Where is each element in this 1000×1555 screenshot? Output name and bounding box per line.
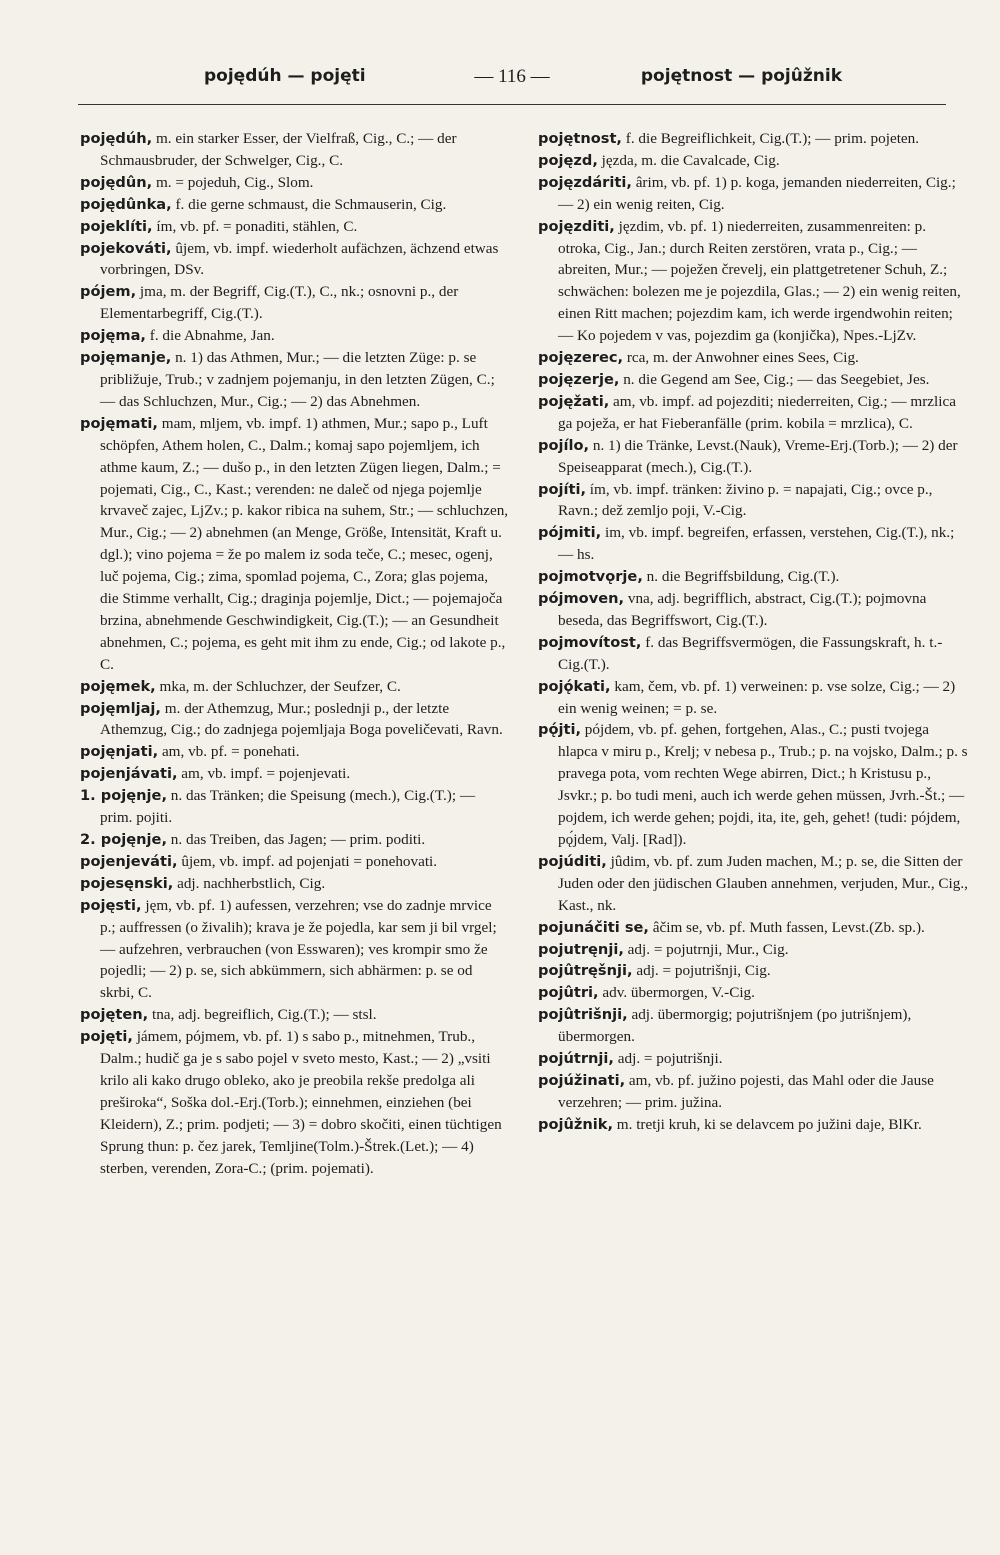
entry-headword: pojędúh, <box>80 130 153 147</box>
dictionary-entry <box>538 982 968 1004</box>
dictionary-entry <box>80 325 510 347</box>
entry-definition: m. = pojeduh, Cig., Slom. <box>152 173 314 191</box>
entry-headword: pojędûnka, <box>80 195 172 213</box>
entry-definition: ûjem, vb. impf. ad pojenjati = ponehovati. <box>177 852 438 870</box>
entry-definition: m. tretji kruh, ki se delavcem po južini daje, BlKr. <box>613 1115 922 1133</box>
entry-definition: adj. = pojutrišnji, Cig. <box>632 962 771 980</box>
entry-definition: n. das Treiben, das Jagen; — prim. poditi. <box>167 831 426 848</box>
entry-headword: pojûžnik, <box>538 1115 613 1133</box>
page-header <box>78 62 946 98</box>
entry-definition: jma, m. der Begriff, Cig.(T.), C., nk.; osnovni p., der Elementarbegriff, Cig.(T.). <box>100 283 459 323</box>
entry-headword: pojûtrišnji, <box>538 1006 628 1024</box>
entry-headword: pojekováti, <box>80 239 172 257</box>
entry-definition: kam, čem, vb. pf. 1) verweinen: p. vse solze, Cig.; — 2) ein wenig weinen; = p. se. <box>558 677 956 717</box>
header-left-guide-words: pojędúh — pojęti <box>204 66 366 86</box>
dictionary-entry <box>538 172 968 216</box>
entry-definition: n. die Gegend am See, Cig.; — das Seegebiet, Jes. <box>619 370 930 388</box>
dictionary-entry <box>80 895 510 1005</box>
dictionary-entry <box>538 369 968 391</box>
entry-definition: f. das Begriffsvermögen, die Fassungskraft, h. t.-Cig.(T.). <box>558 633 943 673</box>
dictionary-entry <box>80 238 510 282</box>
entry-headword: 1. pojęnje, <box>80 787 167 805</box>
entry-headword: 2. pojęnje, <box>80 831 167 848</box>
entry-definition: tna, adj. begreiflich, Cig.(T.); — stsl. <box>148 1006 377 1024</box>
entry-definition: pójdem, vb. pf. gehen, fortgehen, Alas., C.; pusti tvojega hlapca v miru p., Krelj; v nebesa p., Trub.; p. na vojsko, Dalm.; p. s pravega pota, vom rechten Wege abirren, Dict.; h Kristusu p., Jsvkr.; p. bo tudi meni, auch ich werde gehen müssen, Jvrh.-Št.; — pojdem, ich werde gehen; pojdi, ita, ite, geh, gehet! (tudi: pójdem, pǫ́jdem, Valj. [Rad]). <box>558 721 968 848</box>
dictionary-entry <box>80 873 510 895</box>
dictionary-entry <box>538 851 968 917</box>
dictionary-entry <box>80 698 510 742</box>
entry-definition: jámem, pójmem, vb. pf. 1) s sabo p., mitnehmen, Trub., Dalm.; hudič ga je s sabo pojel v sveto mesto, Kast.; — 2) „vsiti krilo ali kako drugo obleko, ako je preobila rekše predolga ali preširoka“, Soška dol.-Erj.(Torb.); einnehmen, einziehen (bei Kleidern), Z.; prim. podjeti; — 3) = dobro skočiti, einen tüchtigen Sprung thun: p. čez jarek, Temljine(Tolm.)-Štrek.(Let.); — 4) sterben, verenden, Zora-C.; (prim. pojemati). <box>100 1028 502 1177</box>
left-column <box>80 128 510 1180</box>
dictionary-entry <box>538 588 968 632</box>
entry-headword: pojunáčiti se, <box>538 918 649 936</box>
entry-definition: ím, vb. pf. = ponaditi, stählen, C. <box>152 217 358 235</box>
entry-headword: pojúžinati, <box>538 1071 626 1089</box>
entry-headword: pojęžati, <box>538 392 610 410</box>
entry-definition: ím, vb. impf. tränken: živino p. = napajati, Cig.; ovce p., Ravn.; dež zemljo poji, V.-Cig. <box>558 480 933 520</box>
entry-definition: adj. nachherbstlich, Cig. <box>173 874 326 892</box>
dictionary-entry <box>80 194 510 216</box>
dictionary-entry <box>538 1114 968 1136</box>
entry-headword: pojúditi, <box>538 852 607 870</box>
entry-definition: jęm, vb. pf. 1) aufessen, verzehren; vse do zadnje mrvice p.; auffressen (o živalih); krava je že pojedla, kar sem ji bil vrgel; — aufzehren, verbrauchen (von Esswaren); ves krompir smo že pojedli; — 2) p. se, sich abkümmern, sich abhärmen: p. se od skrbi, C. <box>100 896 497 1002</box>
right-column <box>538 128 968 1136</box>
dictionary-entry <box>538 479 968 523</box>
entry-definition: adj. übermorgig; pojutrišnjem (po jutrišnjem), übermorgen. <box>558 1006 912 1046</box>
dictionary-entry <box>80 172 510 194</box>
entry-headword: pojęten, <box>80 1006 149 1024</box>
entry-definition: n. 1) das Athmen, Mur.; — die letzten Züge: p. se približuje, Trub.; v zadnjem pojemanju, in den letzten Zügen, C.; — das Schluchzen, Mur., Cig.; — 2) das Abnehmen. <box>100 349 495 410</box>
entry-headword: pojíti, <box>538 480 586 498</box>
dictionary-entry <box>80 128 510 172</box>
dictionary-entry <box>538 632 968 676</box>
entry-definition: adj. = pojutrišnji. <box>613 1050 723 1068</box>
entry-definition: am, vb. impf. = pojenjevati. <box>177 765 351 783</box>
dictionary-entry <box>80 851 510 873</box>
dictionary-entry <box>538 566 968 588</box>
entry-definition: am, vb. impf. ad pojezditi; niederreiten, Cig.; — mrzlica ga poježa, er hat Fieberanfälle (prim. kobila = mrzlica), C. <box>558 392 956 432</box>
dictionary-entry <box>538 522 968 566</box>
dictionary-entry <box>538 435 968 479</box>
entry-definition: ûjem, vb. impf. wiederholt aufächzen, ächzend etwas vorbringen, DSv. <box>100 239 499 279</box>
dictionary-entry <box>538 216 968 347</box>
entry-definition: im, vb. impf. begreifen, erfassen, verstehen, Cig.(T.), nk.; — hs. <box>558 524 955 564</box>
dictionary-entry <box>80 1004 510 1026</box>
entry-headword: pojęmati, <box>80 414 158 432</box>
dictionary-entry <box>538 1048 968 1070</box>
entry-headword: pojęmanje, <box>80 349 172 367</box>
entry-headword: pojęnjati, <box>80 743 159 761</box>
entry-headword: pojílo, <box>538 436 590 454</box>
entry-headword: pojęzdáriti, <box>538 173 632 191</box>
entry-headword: pojmovítost, <box>538 633 642 651</box>
dictionary-entry <box>538 128 968 150</box>
entry-headword: pojętnost, <box>538 130 622 147</box>
entry-definition: f. die Begreiflichkeit, Cig.(T.); — prim. pojeten. <box>621 130 920 147</box>
dictionary-entry <box>538 676 968 720</box>
dictionary-entry <box>538 150 968 172</box>
dictionary-entry <box>80 829 510 851</box>
entry-definition: mam, mljem, vb. impf. 1) athmen, Mur.; sapo p., Luft schöpfen, Athem holen, C., Dalm.; komaj sapo pojemljem, ich athme kaum, Z.; — dušo p., in den letzten Zügen liegen, Dalm.; = pojemati, Cig., C., Kast.; verenden: ne daleč od njega pojemlje krvaveč zajec, LjZv.; p. kakor ribica na suhem, Str.; — schluchzen, Mur., Cig.; — 2) abnehmen (an Menge, Größe, Intensität, Kraft u. dgl.); vino pojema = že po malem iz soda teče, C.; mesec, ogenj, luč pojema, Cig.; zima, spomlad pojema, C., Zora; glas pojema, die Stimme verhallt, Cig.; draginja pojemlje, Dict.; — pojemajoča brzina, abnehmende Geschwindigkeit, Cig.(T.); — an Gesundheit abnehmen, C.; pojema, es geht mit ihm zu ende, Cig.; od lakote p., C. <box>100 414 509 673</box>
entry-headword: pojęsti, <box>80 896 142 914</box>
entry-headword: pojęmek, <box>80 677 156 695</box>
dictionary-entry <box>538 1070 968 1114</box>
entry-headword: pojǫ́kati, <box>538 677 611 695</box>
entry-definition: m. der Athemzug, Mur.; poslednji p., der letzte Athemzug, Cig.; do zadnjega pojemljaja Boga poveličevati, Ravn. <box>100 699 503 739</box>
entry-definition: ârim, vb. pf. 1) p. koga, jemanden niederreiten, Cig.; — 2) ein wenig reiten, Cig. <box>558 173 956 213</box>
entry-headword: pojęmljaj, <box>80 699 161 717</box>
dictionary-entry <box>80 1026 510 1179</box>
entry-headword: pojûtręšnji, <box>538 962 633 980</box>
entry-definition: n. 1) die Tränke, Levst.(Nauk), Vreme-Erj.(Torb.); — 2) der Speiseapparat (mech.), Cig.(T.). <box>558 436 958 476</box>
entry-headword: pójmoven, <box>538 590 625 608</box>
entry-headword: pojenjeváti, <box>80 852 178 870</box>
dictionary-entry <box>80 216 510 238</box>
dictionary-entry <box>538 719 968 850</box>
entry-definition: m. ein starker Esser, der Vielfraß, Cig., C.; — der Schmausbruder, der Schwelger, Cig., C. <box>100 130 457 169</box>
entry-headword: pǫ́jti, <box>538 721 581 739</box>
dictionary-entry <box>538 347 968 369</box>
entry-definition: am, vb. pf. = ponehati. <box>158 743 300 761</box>
entry-definition: jûdim, vb. pf. zum Juden machen, M.; p. se, die Sitten der Juden oder den jüdischen Glauben annehmen, verjuden, Mur., Cig., Kast., nk. <box>558 852 968 914</box>
dictionary-entry <box>80 785 510 829</box>
entry-headword: pojeklíti, <box>80 217 153 235</box>
page-number: — 116 — <box>474 66 550 87</box>
entry-definition: n. die Begriffsbildung, Cig.(T.). <box>642 568 840 586</box>
entry-definition: vna, adj. begrifflich, abstract, Cig.(T.); pojmovna beseda, das Begriffswort, Cig.(T.). <box>558 590 927 629</box>
entry-definition: jęzdim, vb. pf. 1) niederreiten, zusammenreiten: p. otroka, Cig., Jan.; durch Reiten zerstören, vrata p., Cig.; — abreiten, Mur.; — poježen črevelj, ein plattgetretener Schuh, Z.; schwächen: bolezen me je pojezdila, Glas.; — 2) ein wenig reiten, einen Ritt machen; pojezdim kam, ich werde irgendwohin reiten; — Ko pojedem v vas, pojezdim ga (konjička), Npes.-LjZv. <box>558 217 961 345</box>
entry-headword: pojútrnji, <box>538 1050 614 1068</box>
dictionary-entry <box>538 391 968 435</box>
dictionary-entry <box>80 741 510 763</box>
header-right-guide-words: pojętnost — pojûžnik <box>640 66 842 86</box>
dictionary-entry <box>80 413 510 676</box>
dictionary-entry <box>80 281 510 325</box>
entry-definition: am, vb. pf. južino pojesti, das Mahl oder die Jause verzehren; — prim. južina. <box>558 1071 934 1111</box>
entry-headword: pojęzditi, <box>538 217 615 235</box>
entry-headword: pojęzerje, <box>538 370 620 388</box>
entry-headword: pojmotvǫrje, <box>538 568 643 586</box>
entry-definition: âčim se, vb. pf. Muth fassen, Levst.(Zb. sp.). <box>648 918 925 936</box>
dictionary-entry <box>538 939 968 961</box>
entry-definition: jęzda, m. die Cavalcade, Cig. <box>597 151 780 169</box>
entry-headword: pojesęnski, <box>80 874 174 892</box>
dictionary-entry <box>80 763 510 785</box>
entry-headword: pojęma, <box>80 327 146 345</box>
entry-definition: adv. übermorgen, V.-Cig. <box>598 984 755 1002</box>
entry-headword: pojenjávati, <box>80 765 178 783</box>
entry-headword: pojęzd, <box>538 151 598 169</box>
dictionary-entry <box>80 676 510 698</box>
entry-definition: n. das Tränken; die Speisung (mech.), Cig.(T.); — prim. pojiti. <box>100 787 476 827</box>
entry-headword: pojutręnji, <box>538 940 624 958</box>
entry-headword: pójem, <box>80 283 137 301</box>
entry-definition: mka, m. der Schluchzer, der Seufzer, C. <box>155 677 401 695</box>
entry-headword: pojęti, <box>80 1028 133 1046</box>
entry-headword: pójmiti, <box>538 524 602 542</box>
entry-definition: f. die Abnahme, Jan. <box>145 327 275 345</box>
entry-headword: pojędûn, <box>80 173 153 191</box>
entry-definition: rca, m. der Anwohner eines Sees, Cig. <box>623 349 859 367</box>
entry-definition: f. die gerne schmaust, die Schmauserin, Cig. <box>171 195 447 213</box>
dictionary-entry <box>538 917 968 939</box>
header-rule <box>78 104 946 105</box>
dictionary-entry <box>80 347 510 413</box>
dictionary-entry <box>538 960 968 982</box>
entry-headword: pojęzerec, <box>538 349 624 367</box>
dictionary-entry <box>538 1004 968 1048</box>
entry-definition: adj. = pojutrnji, Mur., Cig. <box>623 940 789 958</box>
entry-headword: pojûtri, <box>538 984 599 1002</box>
